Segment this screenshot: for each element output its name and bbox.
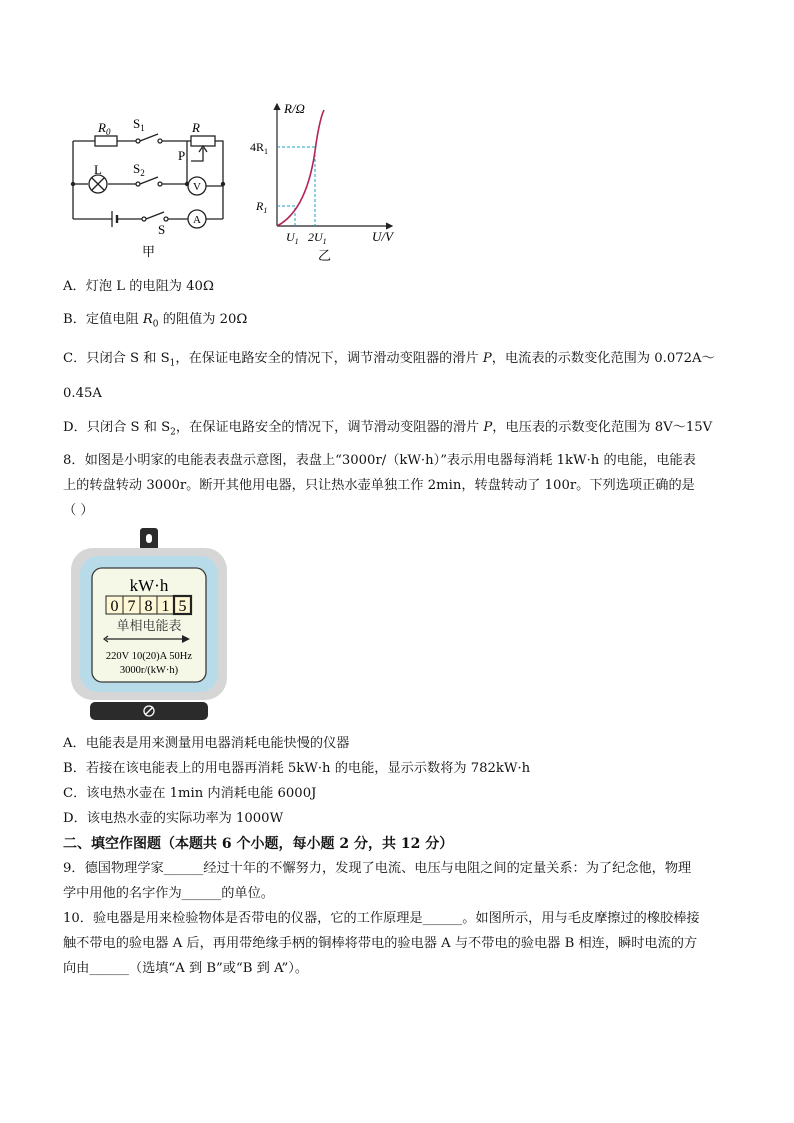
- y-tick-r1: $R_1$: [256, 199, 268, 215]
- meter-digit: 7: [127, 598, 136, 615]
- meter-name: 单相电能表: [116, 618, 182, 633]
- q8-option-b: B．若接在该电能表上的用电器再消耗 5kW·h 的电能，显示示数将为 782kW·h: [63, 761, 531, 776]
- x-axis-label: U/V: [372, 229, 393, 244]
- q7-option-c-continued: 0.45A: [63, 386, 102, 401]
- q10-line3: 向由______（选填“A 到 B”或“B 到 A”）。: [63, 961, 309, 976]
- caption-jia: 甲: [142, 244, 156, 259]
- meter-spec2: 3000r/(kW·h): [119, 665, 179, 676]
- q9-line1: 9．德国物理学家______经过十年的不懈努力，发现了电流、电压与电阻之间的定量关系：为了纪念他，物理: [63, 861, 692, 876]
- y-axis-label: R/Ω: [284, 101, 305, 116]
- q8-stem-line3: （ ）: [63, 503, 94, 518]
- q10-line2: 触不带电的验电器 A 后，再用带绝缘手柄的铜棒将带电的验电器 A 与不带电的验电器 B 相连，瞬时电流的方: [63, 936, 698, 951]
- q8-stem-line1: 8．如图是小明家的电能表表盘示意图，表盘上“3000r/（kW·h）”表示用电器每消耗 1kW·h 的电能，电能表: [63, 453, 696, 468]
- label-p: P: [178, 148, 186, 163]
- meter-digit-decimal: 5: [178, 598, 187, 615]
- curve: [277, 110, 324, 226]
- label-s1: $S_1$: [133, 116, 145, 133]
- label-r0: $R_0$: [98, 120, 111, 137]
- q8-stem-line2: 上的转盘转动 3000r。断开其他用电器，只让热水壶单独工作 2min，转盘转动了 100r。下列选项正确的是: [63, 478, 695, 493]
- q7-option-a: A．灯泡 L 的电阻为 40Ω: [63, 279, 214, 294]
- x-tick-2u1: $2U_1$: [308, 230, 327, 246]
- q7-option-c: C．只闭合 S 和 $S_1$，在保证电路安全的情况下，调节滑动变阻器的滑片 P，电流表的示数变化范围为 0.072A～: [63, 351, 715, 369]
- q9-line2: 学中用他的名字作为______的单位。: [63, 886, 274, 901]
- y-tick-4r1: $4R_1$: [250, 140, 269, 156]
- meter-digit: 0: [110, 598, 119, 615]
- ammeter-icon: A: [193, 214, 201, 226]
- label-l: L: [94, 162, 102, 177]
- q8-option-a: A．电能表是用来测量用电器消耗电能快慢的仪器: [63, 736, 350, 751]
- section-heading: 二、填空作图题（本题共 6 个小题，每小题 2 分，共 12 分）: [63, 836, 454, 852]
- label-r: R: [192, 120, 200, 135]
- label-s2: $S_2$: [133, 161, 145, 178]
- label-s: S: [158, 222, 166, 237]
- x-tick-u1: $U_1$: [286, 230, 299, 246]
- meter-unit: kW·h: [129, 576, 169, 595]
- q7-option-d: D．只闭合 S 和 $S_2$，在保证电路安全的情况下，调节滑动变阻器的滑片 P，电压表的示数变化范围为 8V～15V: [63, 420, 713, 438]
- meter-spec1: 220V 10(20)A 50Hz: [105, 651, 193, 662]
- voltmeter-icon: V: [193, 181, 201, 193]
- q8-option-c: C．该电热水壶在 1min 内消耗电能 6000J: [63, 786, 317, 801]
- resistance-voltage-graph: [250, 98, 410, 270]
- electric-meter-figure: [68, 526, 232, 726]
- q10-line1: 10．验电器是用来检验物体是否带电的仪器，它的工作原理是______。如图所示，用与毛皮摩擦过的橡胶棒接: [63, 911, 700, 926]
- meter-digit: 1: [161, 598, 170, 615]
- q8-option-d: D．该电热水壶的实际功率为 1000W: [63, 811, 284, 826]
- meter-digit: 8: [144, 598, 153, 615]
- q7-option-b: B．定值电阻 $R_0$ 的阻值为 20Ω: [63, 312, 248, 330]
- circuit-diagram: [60, 108, 240, 268]
- caption-yi: 乙: [318, 248, 332, 263]
